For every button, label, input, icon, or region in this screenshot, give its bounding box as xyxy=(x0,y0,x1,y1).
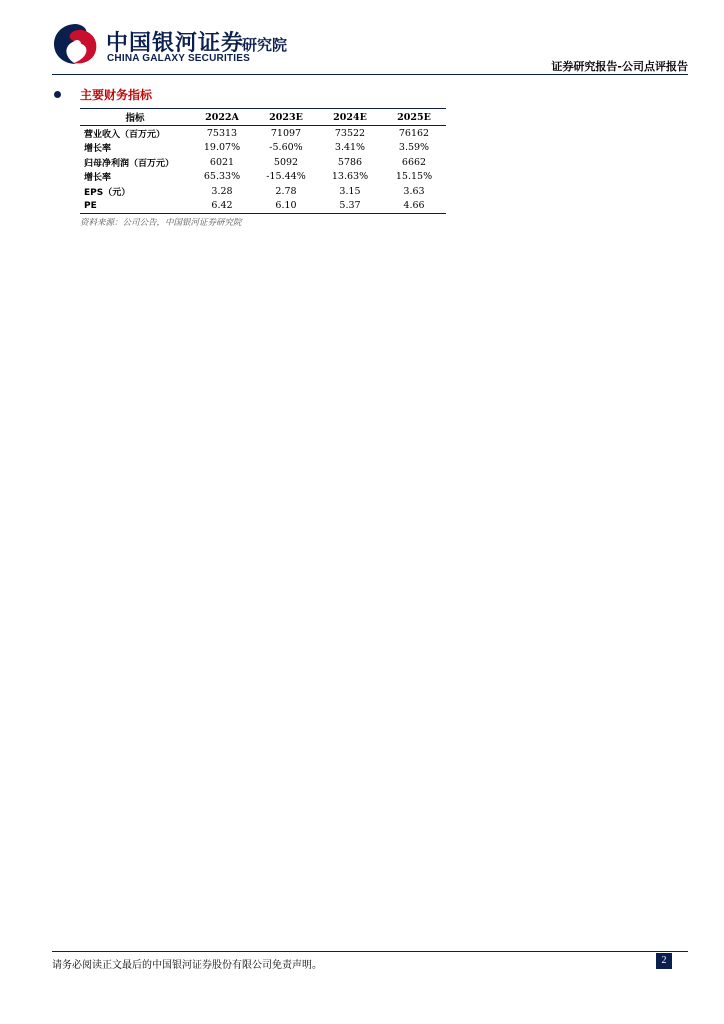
table-cell: 6.42 xyxy=(190,199,254,214)
table-row xyxy=(80,141,446,156)
table-cell: 3.59% xyxy=(398,142,430,154)
table-cell: 13.63% xyxy=(331,171,369,183)
table-cell: 75313 xyxy=(206,127,238,139)
table-row xyxy=(80,126,446,141)
table-header-row xyxy=(80,109,446,126)
table-cell: 6662 xyxy=(401,156,427,168)
table-cell: 3.41% xyxy=(334,142,366,154)
galaxy-logo-icon xyxy=(52,22,100,66)
bullet-icon xyxy=(54,91,61,98)
row-label: 营业收入（百万元） xyxy=(84,129,166,140)
table-source-note: 资料来源：公司公告，中国银河证券研究院 xyxy=(80,218,242,228)
table-cell: 6021 xyxy=(209,156,235,168)
section-title: 主要财务指标 xyxy=(80,88,153,102)
report-type: 证券研究报告-公司点评报告 xyxy=(551,60,688,73)
table-cell: 65.33% xyxy=(203,171,241,183)
column-header: 指标 xyxy=(80,109,190,126)
column-header: 2024E xyxy=(318,109,382,126)
table-cell: 5.37 xyxy=(318,199,382,214)
table-cell: 3.28 xyxy=(211,185,233,197)
row-label: 增长率 xyxy=(84,173,112,184)
table-cell: 4.66 xyxy=(382,199,446,214)
row-label: EPS（元） xyxy=(84,187,131,198)
page-number: 2 xyxy=(656,953,672,969)
table-cell: 19.07% xyxy=(203,142,241,154)
table-row xyxy=(80,199,446,214)
logo-chinese-name: 中国银河证券 xyxy=(106,31,245,56)
column-header: 2023E xyxy=(254,109,318,126)
footer-disclaimer: 请务必阅读正文最后的中国银河证券股份有限公司免责声明。 xyxy=(52,960,322,971)
row-label: 增长率 xyxy=(84,144,112,155)
table-cell: 3.63 xyxy=(403,185,425,197)
table-cell: -5.60% xyxy=(269,142,303,154)
table-row xyxy=(80,170,446,185)
table-cell: 5786 xyxy=(337,156,363,168)
column-header: 2025E xyxy=(382,109,446,126)
table-cell: -15.44% xyxy=(266,171,306,183)
table-cell: 73522 xyxy=(334,127,366,139)
table-cell: 3.15 xyxy=(339,185,361,197)
table-cell: 2.78 xyxy=(275,185,297,197)
table-row xyxy=(80,155,446,170)
financial-indicators-table xyxy=(80,108,446,214)
row-label: PE xyxy=(80,199,190,214)
table-cell: 71097 xyxy=(270,127,302,139)
row-label: 归母净利润（百万元） xyxy=(84,158,175,169)
footer-divider xyxy=(52,951,688,952)
institute-label: 研究院 xyxy=(242,36,288,54)
header-divider xyxy=(52,74,688,75)
table-row xyxy=(80,184,446,199)
table-cell: 15.15% xyxy=(395,171,433,183)
column-header: 2022A xyxy=(190,109,254,126)
logo-english-name: CHINA GALAXY SECURITIES xyxy=(107,53,250,64)
table-cell: 5092 xyxy=(273,156,299,168)
table-cell: 76162 xyxy=(398,127,430,139)
table-cell: 6.10 xyxy=(254,199,318,214)
